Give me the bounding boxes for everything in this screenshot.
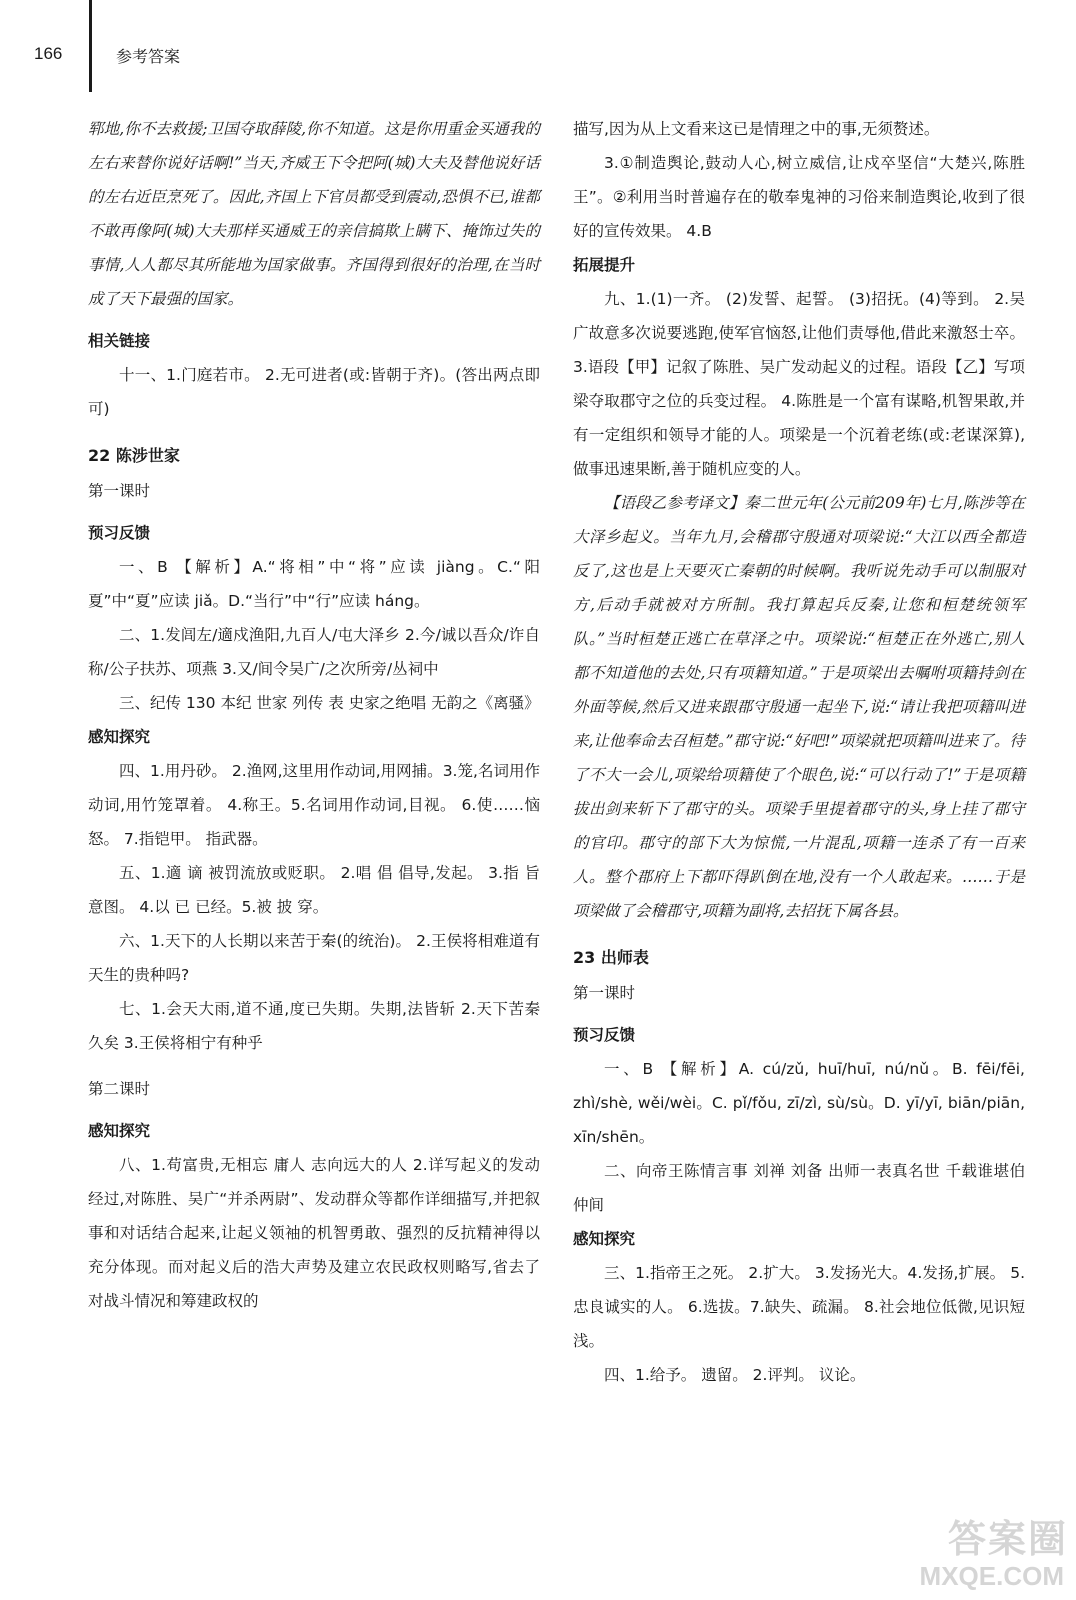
related-heading: 相关链接 (88, 332, 151, 350)
header-title: 参考答案 (116, 47, 181, 66)
watermark-logo (908, 1508, 1068, 1592)
answer-item: 五、1.適 谪 被罚流放或贬职。 2.唱 倡 倡导,发起。 3.指 旨 意图。 4.以 已 已经。5.被 披 穿。 (88, 864, 540, 916)
watermark-url: MXQE.COM (919, 1561, 1064, 1591)
preview-heading: 预习反馈 (88, 524, 151, 542)
answer-item: 四、1.用丹砂。 2.渔网,这里用作动词,用网捕。3.笼,名词用作动词,用竹笼罩着。 4.称王。5.名词用作动词,目视。 6.使……恼怒。 7.指铠甲。 指武器。 (88, 762, 540, 848)
answer-item: 四、1.给予。 遗留。 2.评判。 议论。 (604, 1366, 866, 1384)
expand-heading: 拓展提升 (573, 256, 636, 274)
preview-heading: 预习反馈 (573, 1026, 636, 1044)
translation-paragraph: 【语段乙参考译文】秦二世元年(公元前209年)七月,陈涉等在大泽乡起义。当年九月,会稽郡守殷通对项梁说:“大江以西全都造反了,这也是上天要灭亡秦朝的时候啊。我听说先动手可以制服对方,后动手就被对方所制。我打算起兵反秦,让您和桓楚统领军队。”当时桓楚正逃亡在草泽之中。项梁说:“桓楚正在外逃亡,别人都不知道他的去处,只有项籍知道。”于是项梁出去嘱咐项籍持剑在外面等候,然后又进来跟郡守殷通一起坐下,说:“请让我把项籍叫进来,让他奉命去召桓楚。”郡守说:“好吧!”项梁就把项籍叫进来了。待了不大一会儿,项梁给项籍使了个眼色,说:“可以行动了!”于是项籍拔出剑来斩下了郡守的头。项梁手里提着郡守的头,身上挂了郡守的官印。郡守的部下大为惊慌,一片混乱,项籍一连杀了有一百来人。整个郡府上下都吓得趴倒在地,没有一个人敢起来。……于是项梁做了会稽郡守,项籍为副将,去招抚下属各县。 (573, 494, 1025, 920)
lesson-period: 第二课时 (88, 1080, 151, 1098)
related-text: 十一、1.门庭若市。 2.无可进者(或:皆朝于齐)。(答出两点即可) (88, 366, 540, 418)
answer-item: 六、1.天下的人长期以来苦于秦(的统治)。 2.王侯将相难道有天生的贵种吗? (88, 932, 540, 984)
right-column (573, 112, 1025, 1392)
answer-item: 三、纪传 130 本纪 世家 列传 表 史家之绝唱 无韵之《离骚》 (119, 694, 540, 712)
left-column (88, 112, 540, 1318)
answer-item: 九、1.(1)一齐。 (2)发誓、起誓。 (3)招抚。(4)等到。 2.吴广故意多次说要逃跑,使军官恼怒,让他们责辱他,借此来激怒士卒。 3.语段【甲】记叙了陈胜、吴广发动起义的过程。语段【乙】写项梁夺取郡守之位的兵变过程。 4.陈胜是一个富有谋略,机智果敢,并有一定组织和领导才能的人。项梁是一个沉着老练(或:老谋深算),做事迅速果断,善于随机应变的人。 (573, 290, 1025, 478)
watermark-text: 答案圈 (947, 1517, 1068, 1561)
explore-heading: 感知探究 (88, 728, 151, 746)
lesson-period: 第一课时 (573, 984, 636, 1002)
explore-heading: 感知探究 (88, 1122, 151, 1140)
page-number: 166 (34, 44, 63, 63)
lesson-title: 23 出师表 (573, 948, 649, 967)
answer-item: 二、1.发闾左/適戍渔阳,九百人/屯大泽乡 2.今/诚以吾众/诈自称/公子扶苏、项燕 3.又/间令吴广/之次所旁/丛祠中 (88, 626, 540, 678)
answer-item: 一、B 【解析】A.“将相”中“将”应读 jiàng。C.“阳夏”中“夏”应读 jiǎ。D.“当行”中“行”应读 háng。 (88, 558, 540, 610)
lesson-title: 22 陈涉世家 (88, 446, 180, 465)
answer-item: 3.①制造舆论,鼓动人心,树立威信,让戍卒坚信“大楚兴,陈胜王”。②利用当时普遍存在的敬奉鬼神的习俗来制造舆论,收到了很好的宣传效果。 4.B (573, 154, 1025, 240)
answer-item: 二、向帝王陈情言事 刘禅 刘备 出师一表真名世 千载谁堪伯仲间 (573, 1162, 1025, 1214)
page-header (34, 40, 1034, 74)
explore-heading: 感知探究 (573, 1230, 636, 1248)
intro-paragraph: 郓地,你不去救援;卫国夺取薛陵,你不知道。这是你用重金买通我的左右来替你说好话啊!”当天,齐威王下令把阿(城)大夫及替他说好话的左右近臣烹死了。因此,齐国上下官员都受到震动,恐惧不已,谁都不敢再像阿(城)大夫那样买通威王的亲信搞欺上瞒下、掩饰过失的事情,人人都尽其所能地为国家做事。齐国得到很好的治理,在当时成了天下最强的国家。 (88, 120, 540, 308)
answer-item: 一、B 【解析】A. cú/zǔ, huī/huī, nú/nǔ。B. fēi/fēi, zhì/shè, wěi/wèi。C. pǐ/fǒu, zī/zì, sù/sù。D. yī/yī, biān/piān, xīn/shēn。 (573, 1060, 1025, 1146)
answer-item: 八、1.苟富贵,无相忘 庸人 志向远大的人 2.详写起义的发动经过,对陈胜、吴广“并杀两尉”、发动群众等都作详细描写,并把叙事和对话结合起来,让起义领袖的机智勇敢、强烈的反抗精神得以充分体现。而对起义后的浩大声势及建立农民政权则略写,省去了对战斗情况和筹建政权的 (88, 1156, 540, 1310)
answer-item: 七、1.会天大雨,道不通,度已失期。失期,法皆斩 2.天下苦秦久矣 3.王侯将相宁有种乎 (88, 1000, 540, 1052)
header-divider (89, 0, 92, 92)
answer-item: 三、1.指帝王之死。 2.扩大。 3.发扬光大。4.发扬,扩展。 5.忠良诚实的人。 6.选拔。7.缺失、疏漏。 8.社会地位低微,见识短浅。 (573, 1264, 1025, 1350)
continued-text: 描写,因为从上文看来这已是情理之中的事,无须赘述。 (573, 120, 940, 138)
lesson-period: 第一课时 (88, 482, 151, 500)
